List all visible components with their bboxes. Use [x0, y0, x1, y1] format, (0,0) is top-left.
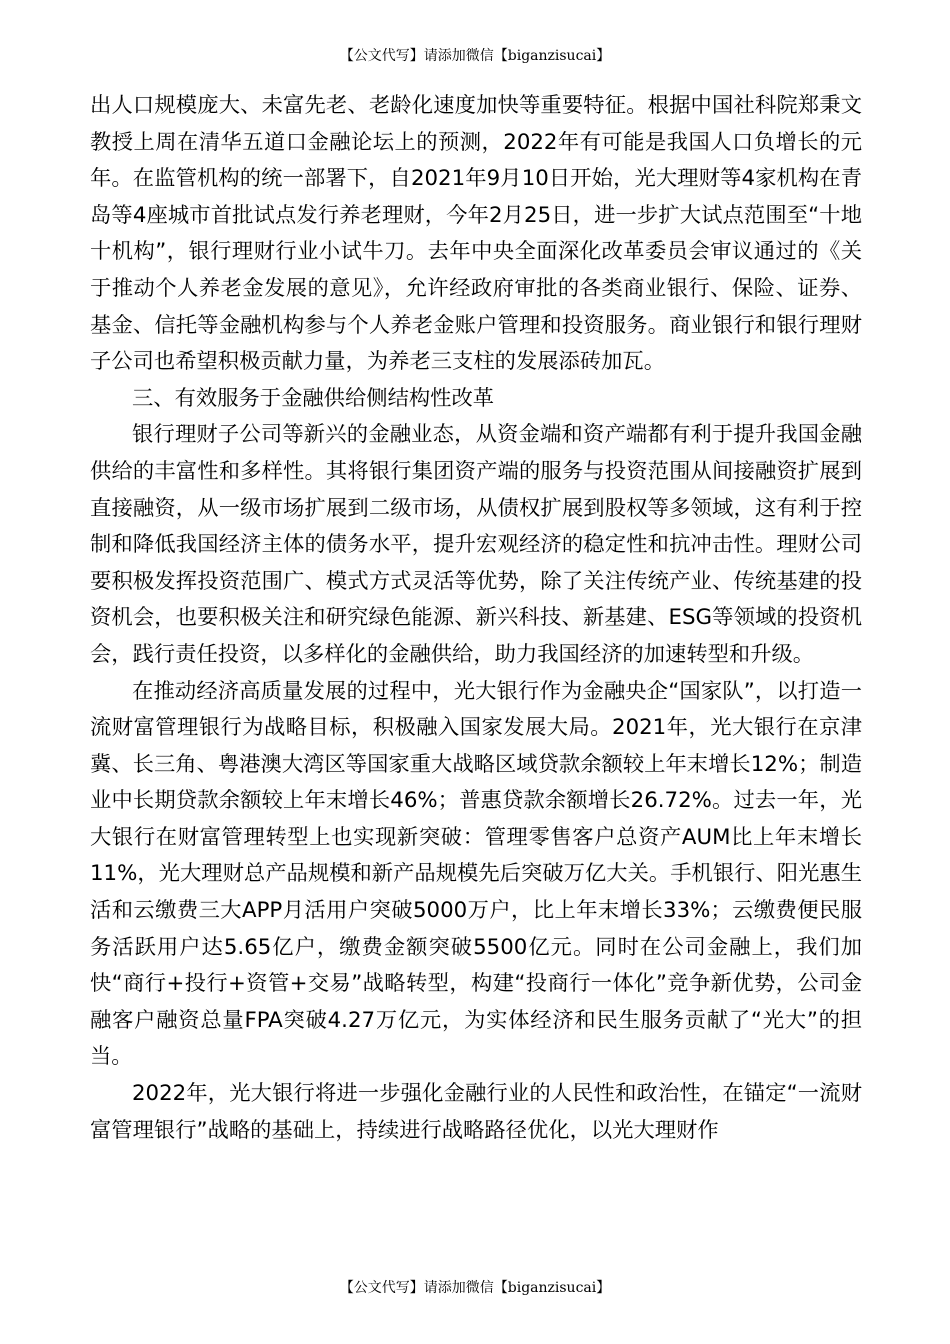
- paragraph: 2022年，光大银行将进一步强化金融行业的人民性和政治性，在锚定“一流财富管理银行”战略的基础上，持续进行战略路径优化，以光大理财作: [90, 1081, 862, 1143]
- section-heading: 三、有效服务于金融供给侧结构性改革: [132, 385, 495, 411]
- paragraph: 银行理财子公司等新兴的金融业态，从资金端和资产端都有利于提升我国金融供给的丰富性和多样性。其将银行集团资产端的服务与投资范围从间接融资扩展到直接融资，从一级市场扩展到二级市场，从债权扩展到股权等多领域，这有利于控制和降低我国经济主体的债务水平，提升宏观经济的稳定性和抗冲击性。理财公司要积极发挥投资范围广、模式方式灵活等优势，除了关注传统产业、传统基建的投资机会，也要积极关注和研究绿色能源、新兴科技、新基建、ESG等领域的投资机会，践行责任投资，以多样化的金融供给，助力我国经济的加速转型和升级。: [90, 422, 862, 667]
- page-header: 【公文代写】请添加微信【biganzisucai】: [339, 48, 611, 64]
- paragraph: 在推动经济高质量发展的过程中，光大银行作为金融央企“国家队”，以打造一流财富管理银行为战略目标，积极融入国家发展大局。2021年，光大银行在京津冀、长三角、粤港澳大湾区等国家重大战略区域贷款余额较上年末增长12%；制造业中长期贷款余额较上年末增长46%；普惠贷款余额增长26.72%。过去一年，光大银行在财富管理转型上也实现新突破：管理零售客户总资产AUM比上年末增长11%，光大理财总产品规模和新产品规模先后突破万亿大关。手机银行、阳光惠生活和云缴费三大APP月活用户突破5000万户，比上年末增长33%；云缴费便民服务活跃用户达5.65亿户，缴费金额突破5500亿元。同时在公司金融上，我们加快“商行+投行+资管+交易”战略转型，构建“投商行一体化”竞争新优势，公司金融客户融资总量FPA突破4.27万亿元，为实体经济和民生服务贡献了“光大”的担当。: [90, 678, 862, 1070]
- paragraph-continued: 出人口规模庞大、未富先老、老龄化速度加快等重要特征。根据中国社科院郑秉文教授上周在清华五道口金融论坛上的预测，2022年有可能是我国人口负增长的元年。在监管机构的统一部署下，自2021年9月10日开始，光大理财等4家机构在青岛等4座城市首批试点发行养老理财，今年2月25日，进一步扩大试点范围至“十地十机构”，银行理财行业小试牛刀。去年中央全面深化改革委员会审议通过的《关于推动个人养老金发展的意见》，允许经政府审批的各类商业银行、保险、证券、基金、信托等金融机构参与个人养老金账户管理和投资服务。商业银行和银行理财子公司也希望积极贡献力量，为养老三支柱的发展添砖加瓦。: [90, 93, 862, 375]
- page-footer: 【公文代写】请添加微信【biganzisucai】: [339, 1280, 611, 1296]
- document-body: [90, 88, 862, 1149]
